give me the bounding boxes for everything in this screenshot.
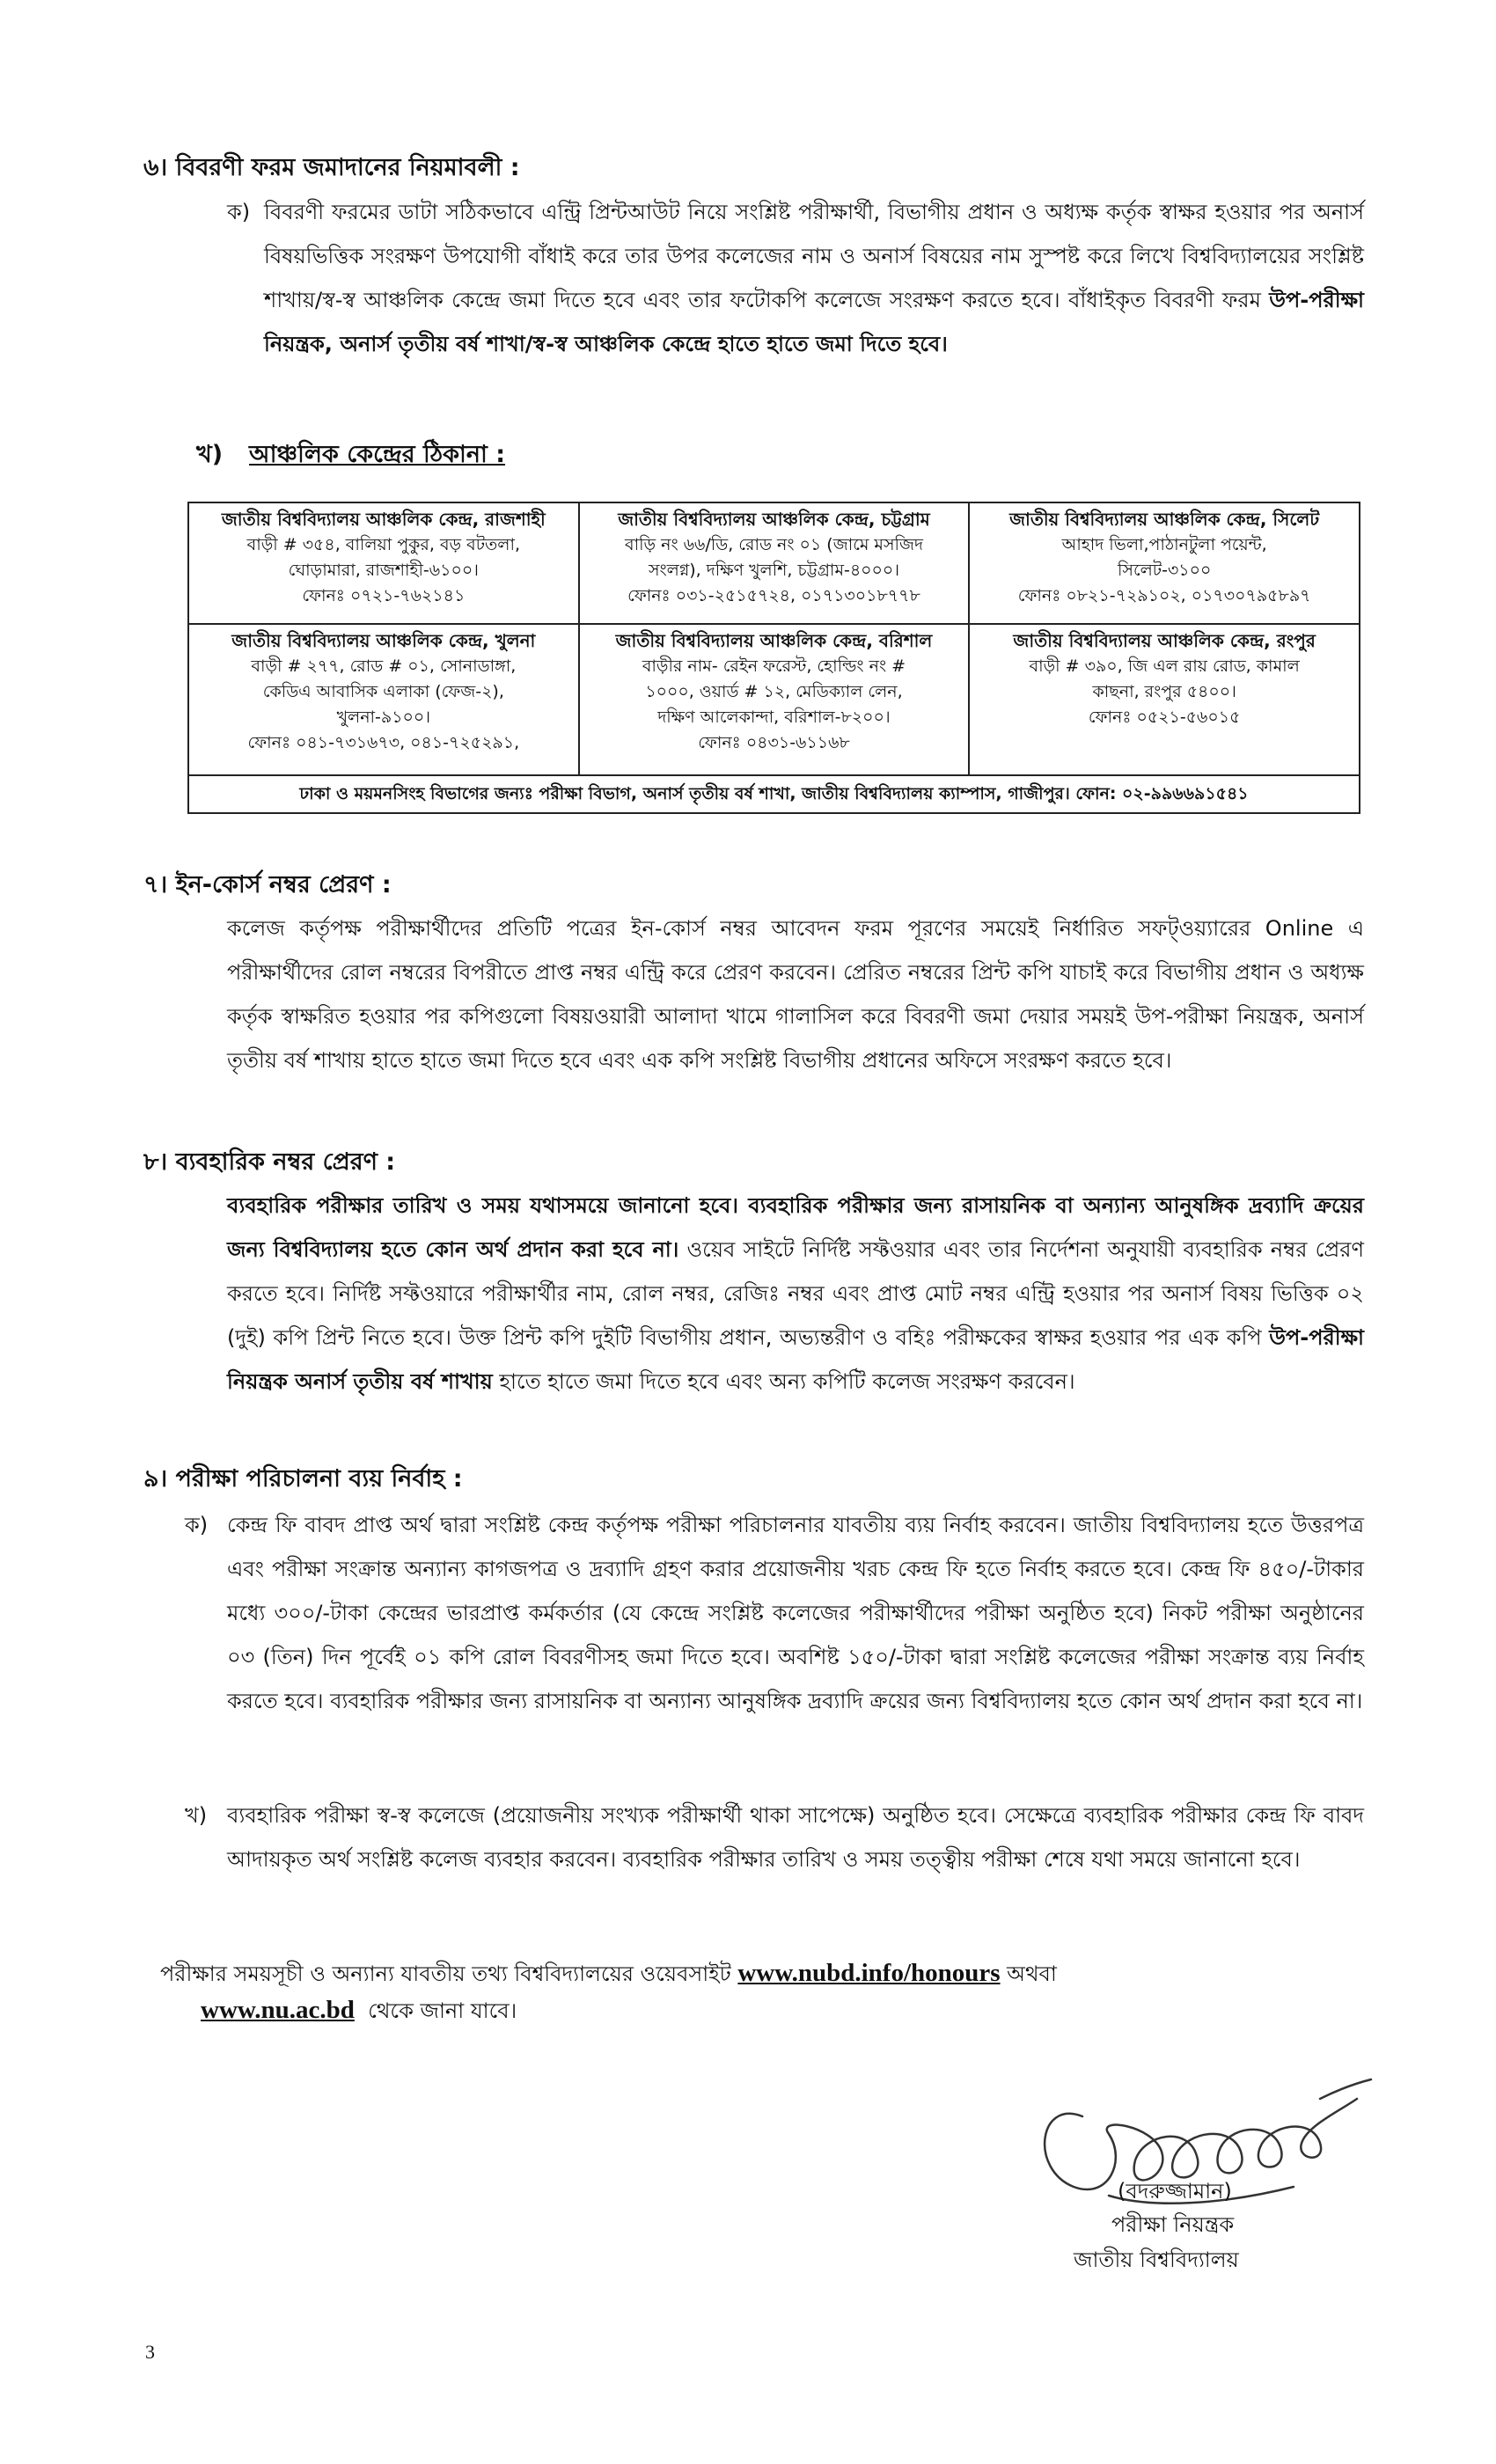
section-6-kha-label: খ): [196, 441, 224, 468]
section-9-kha-paragraph: ব্যবহারিক পরীক্ষা স্ব-স্ব কলেজে (প্রয়োজনীয় সংখ্যক পরীক্ষার্থী থাকা সাপেক্ষে) অনুষ্ঠিত হবে। সেক্ষেত্রে ব্যবহারিক পরীক্ষার কেন্দ্র ফি বাবদ আদায়কৃত অর্থ সংশ্লিষ্ট কলেজ ব্যবহার করবেন। ব্যবহারিক পরীক্ষার তারিখ ও সময় তত্ত্বীয় পরীক্ষা শেষে যথা সময়ে জানানো হবে।: [227, 1803, 1364, 1872]
signatory-organization: জাতীয় বিশ্ববিদ্যালয়: [1074, 2248, 1239, 2272]
website-info-text: পরীক্ষার সময়সূচী ও অন্যান্য যাবতীয় তথ্য বিশ্ববিদ্যালয়ের ওয়েবসাইট: [160, 1962, 738, 1986]
center-rangpur: জাতীয় বিশ্ববিদ্যালয় আঞ্চলিক কেন্দ্র, রংপুর বাড়ী # ৩৯০, জি এল রায় রোড, কামাল কাছনা, রংপুর ৫৪০০। ফোনঃ ০৫২১-৫৬০১৫: [969, 624, 1360, 775]
website-info-end: থেকে জানা যাবে।: [368, 1998, 517, 2023]
website-link-nubd[interactable]: www.nubd.info/honours: [737, 1959, 1001, 1987]
section-8-text: ওয়েব সাইটে নির্দিষ্ট সফ্টওয়ার এবং তার নির্দেশনা অনুযায়ী ব্যবহারিক নম্বর প্রেরণ করতে হবে। নির্দিষ্ট সফ্টওয়ারে পরীক্ষার্থীর নাম, রোল নম্বর, রেজিঃ নম্বর এবং প্রাপ্ত মোট নম্বর এন্ট্রি হওয়ার পর অনার্স বিষয় ভিত্তিক ০২ (দুই) কপি প্রিন্ট নিতে হবে। উক্ত প্রিন্ট কপি দুইটি বিভাগীয় প্রধান, অভ্যন্তরীণ ও বহিঃ পরীক্ষকের স্বাক্ষর হওয়ার পর এক কপি: [227, 1237, 1364, 1350]
website-info-line2: [201, 1992, 517, 2028]
center-rajshahi: জাতীয় বিশ্ববিদ্যালয় আঞ্চলিক কেন্দ্র, রাজশাহী বাড়ী # ৩৫৪, বালিয়া পুকুর, বড় বটতলা, ঘোড়ামারা, রাজশাহী-৬১০০। ফোনঃ ০৭২১-৭৬২১৪১: [188, 502, 579, 624]
center-chattogram: জাতীয় বিশ্ববিদ্যালয় আঞ্চলিক কেন্দ্র, চট্টগ্রাম বাড়ি নং ৬৬/ডি, রোড নং ০১ (জামে মসজিদ সংলগ্ন), দক্ষিণ খুলশি, চট্টগ্রাম-৪০০০। ফোনঃ ০৩১-২৫১৫৭২৪, ০১৭১৩০১৮৭৭৮: [579, 502, 970, 624]
section-9-kha-label: খ): [185, 1803, 208, 1828]
section-7-heading: ৭। ইন-কোর্স নম্বর প্রেরণ :: [143, 871, 392, 898]
section-6-ka-paragraph: [264, 190, 1364, 366]
section-8-text2: হাতে হাতে জমা দিতে হবে এবং অন্য কপিটি কলেজ সংরক্ষণ করবেন।: [492, 1369, 1075, 1394]
section-8-heading: ৮। ব্যবহারিক নম্বর প্রেরণ :: [143, 1148, 396, 1176]
signatory-designation: পরীক্ষা নিয়ন্ত্রক: [1111, 2212, 1235, 2237]
table-row: [188, 502, 1360, 624]
page-number: 3: [145, 2341, 155, 2363]
center-khulna: জাতীয় বিশ্ববিদ্যালয় আঞ্চলিক কেন্দ্র, খুলনা বাড়ী # ২৭৭, রোড # ০১, সোনাডাঙ্গা, কেডিএ আবাসিক এলাকা (ফেজ-২), খুলনা-৯১০০। ফোনঃ ০৪১-৭৩১৬৭৩, ০৪১-৭২৫২৯১,: [188, 624, 579, 775]
center-sylhet: জাতীয় বিশ্ববিদ্যালয় আঞ্চলিক কেন্দ্র, সিলেট আহাদ ভিলা,পাঠানটুলা পয়েন্ট, সিলেট-৩১০০ ফোনঃ ০৮২১-৭২৯১০২, ০১৭৩০৭৯৫৮৯৭: [969, 502, 1360, 624]
section-8-paragraph: [227, 1184, 1364, 1404]
section-6-ka-label: ক): [227, 200, 251, 224]
website-info: [160, 1955, 1357, 1991]
section-8-bold: ব্যবহারিক পরীক্ষার তারিখ ও সময় যথাসময়ে জানানো হবে। ব্যবহারিক পরীক্ষার জন্য রাসায়নিক বা অন্যান্য আনুষঙ্গিক দ্রব্যাদি ক্রয়ের জন্য বিশ্ববিদ্যালয় হতে কোন অর্থ প্রদান করা হবে না।: [227, 1193, 1364, 1262]
section-6-ka-bold: উপ-পরীক্ষা নিয়ন্ত্রক, অনার্স তৃতীয় বর্ষ শাখা/স্ব-স্ব আঞ্চলিক কেন্দ্রে হাতে হাতে জমা দিতে হবে।: [264, 288, 1364, 356]
section-6-ka-text: বিবরণী ফরমের ডাটা সঠিকভাবে এন্ট্রি প্রিন্টআউট নিয়ে সংশ্লিষ্ট পরীক্ষার্থী, বিভাগীয় প্রধান ও অধ্যক্ষ কর্তৃক স্বাক্ষর হওয়ার পর অনার্স বিষয়ভিত্তিক সংরক্ষণ উপযোগী বাঁধাই করে তার উপর কলেজের নাম ও অনার্স বিষয়ের নাম সুস্পষ্ট করে লিখে বিশ্ববিদ্যালয়ের সংশ্লিষ্ট শাখায়/স্ব-স্ব আঞ্চলিক কেন্দ্রে জমা দিতে হবে এবং তার ফটোকপি কলেজে সংরক্ষণ করতে হবে। বাঁধাইকৃত বিবরণী ফরম: [264, 200, 1364, 312]
section-9-heading: ৯। পরীক্ষা পরিচালনা ব্যয় নির্বাহ :: [143, 1465, 463, 1492]
centers-footer: ঢাকা ও ময়মনসিংহ বিভাগের জন্যঃ পরীক্ষা বিভাগ, অনার্স তৃতীয় বর্ষ শাখা, জাতীয় বিশ্ববিদ্যালয় ক্যাম্পাস, গাজীপুর। ফোন: ০২-৯৯৬৬৯১৫৪১: [188, 775, 1360, 813]
table-row: [188, 775, 1360, 813]
table-row: [188, 624, 1360, 775]
regional-centers-table: [187, 502, 1360, 814]
signatory-name: (বদরুজ্জামান): [1118, 2179, 1232, 2204]
section-9-ka-label: ক): [185, 1513, 209, 1537]
website-link-nu[interactable]: www.nu.ac.bd: [201, 1996, 355, 2024]
section-7-paragraph: কলেজ কর্তৃপক্ষ পরীক্ষার্থীদের প্রতিটি পত্রের ইন-কোর্স নম্বর আবেদন ফরম পূরণের সময়েই নির্ধারিত সফট্ওয়্যারের Online এ পরীক্ষার্থীদের রোল নম্বরের বিপরীতে প্রাপ্ত নম্বর এন্ট্রি করে প্রেরণ করবেন। প্রেরিত নম্বরের প্রিন্ট কপি যাচাই করে বিভাগীয় প্রধান ও অধ্যক্ষ কর্তৃক স্বাক্ষরিত হওয়ার পর কপিগুলো বিষয়ওয়ারী আলাদা খামে গালাসিল করে বিবরণী জমা দেয়ার সময়ই উপ-পরীক্ষা নিয়ন্ত্রক, অনার্স তৃতীয় বর্ষ শাখায় হাতে হাতে জমা দিতে হবে এবং এক কপি সংশ্লিষ্ট বিভাগীয় প্রধানের অফিসে সংরক্ষণ করতে হবে।: [227, 916, 1364, 1073]
section-6-heading: ৬। বিবরণী ফরম জমাদানের নিয়মাবলী :: [143, 154, 520, 181]
website-info-or: অথবা: [1000, 1962, 1057, 1986]
center-barishal: জাতীয় বিশ্ববিদ্যালয় আঞ্চলিক কেন্দ্র, বরিশাল বাড়ীর নাম- রেইন ফরেস্ট, হোল্ডিং নং # ১০০০, ওয়ার্ড # ১২, মেডিক্যাল লেন, দক্ষিণ আলেকান্দা, বরিশাল-৮২০০। ফোনঃ ০৪৩১-৬১১৬৮: [579, 624, 970, 775]
section-9-ka-paragraph: কেন্দ্র ফি বাবদ প্রাপ্ত অর্থ দ্বারা সংশ্লিষ্ট কেন্দ্র কর্তৃপক্ষ পরীক্ষা পরিচালনার যাবতীয় ব্যয় নির্বাহ করবেন। জাতীয় বিশ্ববিদ্যালয় হতে উত্তরপত্র এবং পরীক্ষা সংক্রান্ত অন্যান্য কাগজপত্র ও দ্রব্যাদি গ্রহণ করার প্রয়োজনীয় খরচ কেন্দ্র ফি হতে নির্বাহ করতে হবে। কেন্দ্র ফি ৪৫০/-টাকার মধ্যে ৩০০/-টাকা কেন্দ্রের ভারপ্রাপ্ত কর্মকর্তার (যে কেন্দ্রে সংশ্লিষ্ট কলেজের পরীক্ষার্থীদের পরীক্ষা অনুষ্ঠিত হবে) নিকট পরীক্ষা অনুষ্ঠানের ০৩ (তিন) দিন পূর্বেই ০১ কপি রোল বিবরণীসহ জমা দিতে হবে। অবশিষ্ট ১৫০/-টাকা দ্বারা সংশ্লিষ্ট কলেজের পরীক্ষা সংক্রান্ত ব্যয় নির্বাহ করতে হবে। ব্যবহারিক পরীক্ষার জন্য রাসায়নিক বা অন্যান্য আনুষঙ্গিক দ্রব্যাদি ক্রয়ের জন্য বিশ্ববিদ্যালয় হতে কোন অর্থ প্রদান করা হবে না।: [227, 1513, 1364, 1713]
regional-centers-heading: আঞ্চলিক কেন্দ্রের ঠিকানা :: [249, 441, 506, 468]
section-8-bold2: উপ-পরীক্ষা নিয়ন্ত্রক অনার্স তৃতীয় বর্ষ শাখায়: [227, 1325, 1364, 1394]
